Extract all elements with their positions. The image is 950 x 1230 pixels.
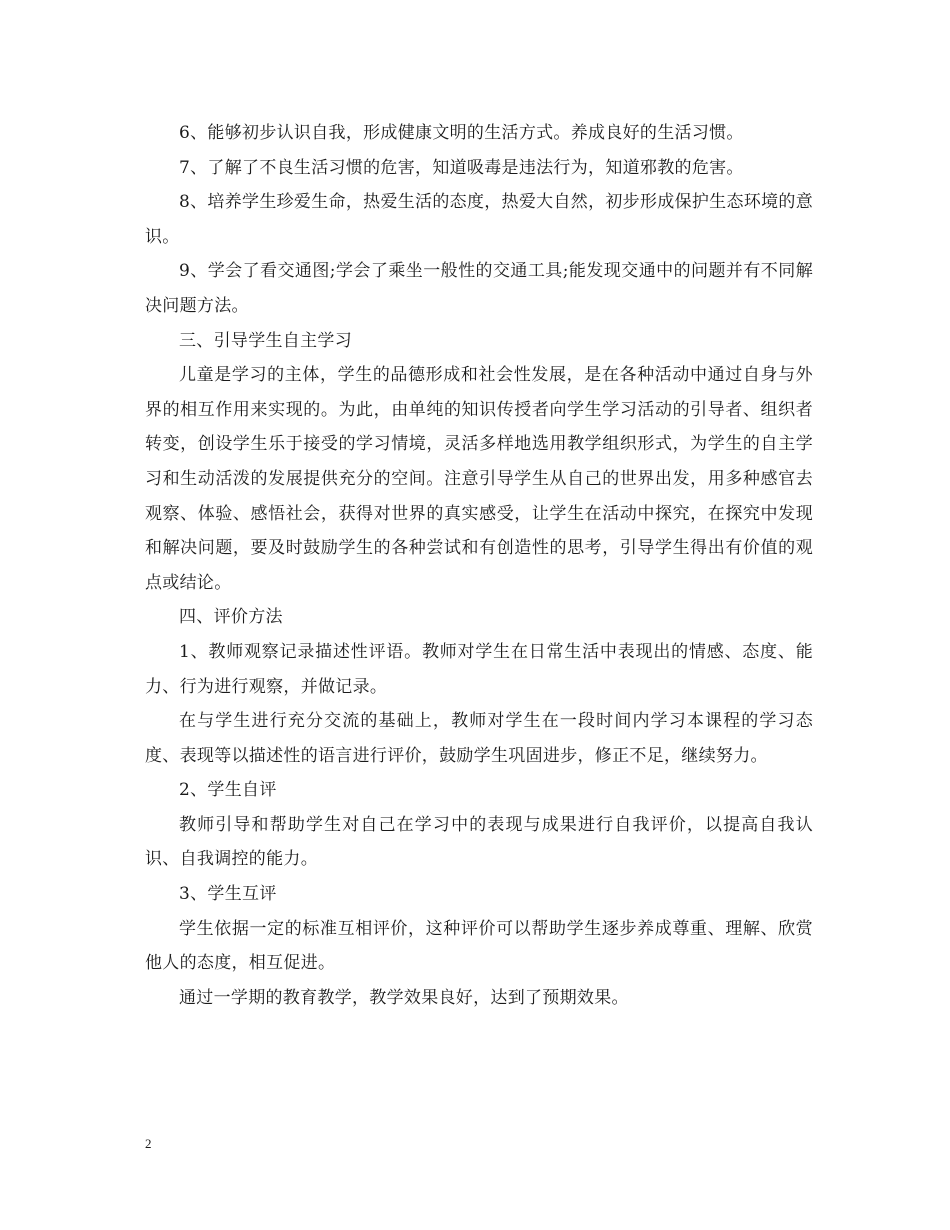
- page-number: 2: [145, 1136, 152, 1151]
- document-body: [145, 116, 813, 1015]
- subheading-eval-2: 2、学生自评: [179, 780, 277, 801]
- paragraph-goal-8: 8、培养学生珍爱生命，热爱生活的态度，热爱大自然，初步形成保护生态环境的意识。: [145, 192, 813, 247]
- paragraph-eval-1-detail: 在与学生进行充分交流的基础上，教师对学生在一段时间内学习本课程的学习态度、表现等以描述性的语言进行评价，鼓励学生巩固进步，修正不足，继续努力。: [145, 711, 813, 766]
- paragraph-self-learning: 儿童是学习的主体，学生的品德形成和社会性发展，是在各种活动中通过自身与外界的相互作用来实现的。为此，由单纯的知识传授者向学生学习活动的引导者、组织者转变，创设学生乐于接受的学习情境，灵活多样地选用教学组织形式，为学生的自主学习和生动活泼的发展提供充分的空间。注意引导学生从自己的世界出发，用多种感官去观察、体验、感悟社会，获得对世界的真实感受，让学生在活动中探究，在探究中发现和解决问题，要及时鼓励学生的各种尝试和有创造性的思考，引导学生得出有价值的观点或结论。: [145, 365, 813, 593]
- subheading-eval-3: 3、学生互评: [179, 884, 277, 905]
- section-heading-4: 四、评价方法: [179, 607, 283, 628]
- paragraph-eval-1: 1、教师观察记录描述性评语。教师对学生在日常生活中表现出的情感、态度、能力、行为进行观察，并做记录。: [145, 641, 813, 697]
- paragraph-goal-7: 7、了解了不良生活习惯的危害，知道吸毒是违法行为，知道邪教的危害。: [179, 157, 744, 178]
- paragraph-eval-2: 教师引导和帮助学生对自己在学习中的表现与成果进行自我评价，以提高自我认识、自我调控的能力。: [145, 814, 813, 870]
- paragraph-goal-9: 9、学会了看交通图;学会了乘坐一般性的交通工具;能发现交通中的问题并有不同解决问题方法。: [145, 261, 813, 316]
- section-heading-3: 三、引导学生自主学习: [179, 330, 352, 351]
- paragraph-goal-6: 6、能够初步认识自我，形成健康文明的生活方式。养成良好的生活习惯。: [179, 123, 744, 143]
- paragraph-eval-3: 学生依据一定的标准互相评价，这种评价可以帮助学生逐步养成尊重、理解、欣赏他人的态度，相互促进。: [145, 918, 813, 974]
- paragraph-conclusion: 通过一学期的教育教学，教学效果良好，达到了预期效果。: [179, 987, 629, 1008]
